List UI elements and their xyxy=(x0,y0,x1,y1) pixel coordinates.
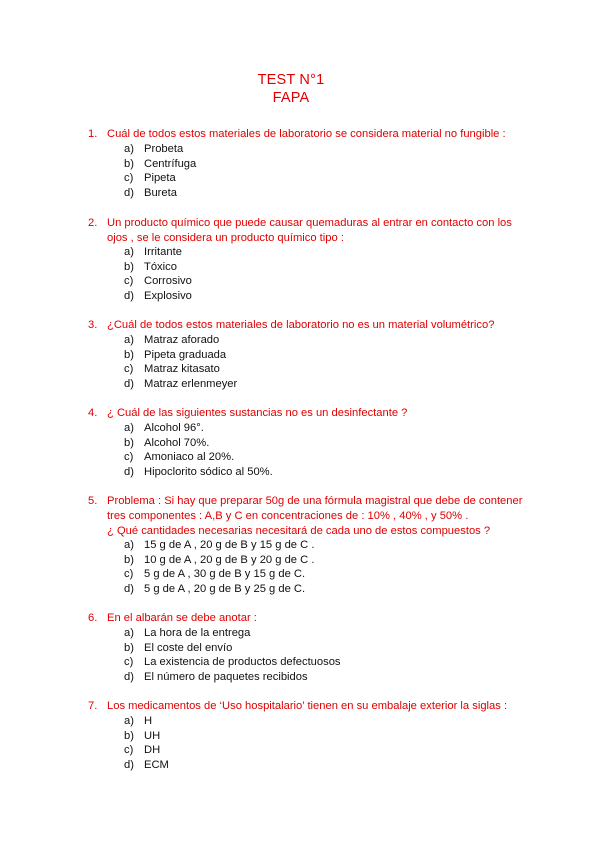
option-text: Pipeta graduada xyxy=(144,348,227,361)
option-letter: b) xyxy=(124,157,134,170)
option-text: DH xyxy=(144,744,161,757)
question-text: ¿ Cuál de las siguientes sustancias no es un desinfectante ? xyxy=(107,407,408,419)
option-text: Corrosivo xyxy=(144,275,192,288)
option-letter: a) xyxy=(124,539,134,551)
option-text: Probeta xyxy=(144,143,184,155)
option-letter: c) xyxy=(124,451,134,464)
test-subtitle: FAPA xyxy=(272,90,310,106)
option-text: El número de paquetes recibidos xyxy=(144,671,308,684)
option-text: La existencia de productos defectuosos xyxy=(144,656,341,669)
option-text: Pipeta xyxy=(144,172,176,185)
option-text: Alcohol 96°. xyxy=(144,422,204,434)
option-text: Amoniaco al 20%. xyxy=(144,451,235,464)
option-text: Matraz erlenmeyer xyxy=(144,378,238,391)
option-letter: c) xyxy=(124,275,134,288)
option-letter: c) xyxy=(124,568,134,581)
option-letter: c) xyxy=(124,656,134,669)
option-text: Alcohol 70%. xyxy=(144,436,210,449)
question-number: 1. xyxy=(88,128,98,140)
option-letter: a) xyxy=(124,715,134,727)
option-letter: b) xyxy=(124,641,134,654)
option-text: Tóxico xyxy=(144,260,177,273)
option-text: Bureta xyxy=(144,187,177,200)
option-letter: b) xyxy=(124,436,134,449)
question-text-line: ¿ Qué cantidades necesarias necesitará de cada uno de estos compuestos ? xyxy=(107,525,491,537)
option-text: 10 g de A , 20 g de B y 20 g de C . xyxy=(144,553,315,566)
question-1 xyxy=(88,127,528,142)
question-text-line: ojos , se le considera un producto químico tipo : xyxy=(107,232,344,244)
option-text: Hipoclorito sódico al 50%. xyxy=(144,466,273,479)
option-text: 5 g de A , 30 g de B y 15 g de C. xyxy=(144,568,306,581)
question-text-line: tres componentes : A,B y C en concentraciones de : 10% , 40% , y 50% . xyxy=(107,510,469,522)
option-letter: d) xyxy=(124,466,134,479)
option-text: Irritante xyxy=(144,246,182,258)
question-number: 4. xyxy=(88,407,98,419)
option-letter: a) xyxy=(124,627,134,639)
question-number: 7. xyxy=(88,700,98,712)
option-text: La hora de la entrega xyxy=(144,627,251,639)
option-text: ECM xyxy=(144,759,169,772)
option-letter: c) xyxy=(124,172,134,185)
option-letter: d) xyxy=(124,583,134,596)
question-number: 3. xyxy=(88,319,98,331)
question-4 xyxy=(88,406,528,421)
option-letter: c) xyxy=(124,744,134,757)
option-letter: b) xyxy=(124,260,134,273)
question-text: ¿Cuál de todos estos materiales de laboratorio no es un material volumétrico? xyxy=(107,319,495,331)
option-text: UH xyxy=(144,729,161,742)
option-text: Explosivo xyxy=(144,290,192,303)
option-letter: d) xyxy=(124,759,134,772)
option-text: 5 g de A , 20 g de B y 25 g de C. xyxy=(144,583,306,596)
option-text: H xyxy=(144,715,153,727)
question-number: 6. xyxy=(88,612,98,624)
option-letter: b) xyxy=(124,553,134,566)
question-3 xyxy=(88,318,528,333)
question-number: 5. xyxy=(88,495,98,507)
option-letter: b) xyxy=(124,729,134,742)
option-letter: b) xyxy=(124,348,134,361)
test-title: TEST N°1 xyxy=(257,72,325,88)
option-letter: d) xyxy=(124,290,134,303)
question-6 xyxy=(88,611,528,626)
question-text: Cuál de todos estos materiales de laboratorio se considera material no fungible : xyxy=(107,128,506,140)
option-text: Matraz kitasato xyxy=(144,363,220,376)
option-letter: a) xyxy=(124,143,134,155)
option-letter: a) xyxy=(124,246,134,258)
option-text: 15 g de A , 20 g de B y 15 g de C . xyxy=(144,539,315,551)
option-text: Centrífuga xyxy=(144,157,197,170)
option-letter: a) xyxy=(124,334,134,346)
question-2 xyxy=(88,216,528,246)
question-5 xyxy=(88,494,528,539)
question-text: Un producto químico que puede causar quemaduras al entrar en contacto con los xyxy=(107,217,512,229)
question-number: 2. xyxy=(88,217,98,229)
option-letter: d) xyxy=(124,671,134,684)
option-letter: d) xyxy=(124,378,134,391)
option-letter: d) xyxy=(124,187,134,200)
option-text: El coste del envío xyxy=(144,641,233,654)
option-letter: c) xyxy=(124,363,134,376)
question-7 xyxy=(88,699,528,714)
option-text: Matraz aforado xyxy=(144,334,220,346)
question-text: En el albarán se debe anotar : xyxy=(107,612,257,624)
question-text: Problema : Si hay que preparar 50g de una fórmula magistral que debe de contener xyxy=(107,495,523,507)
question-text: Los medicamentos de ‘Uso hospitalario’ tienen en su embalaje exterior la siglas : xyxy=(107,700,508,712)
option-letter: a) xyxy=(124,422,134,434)
